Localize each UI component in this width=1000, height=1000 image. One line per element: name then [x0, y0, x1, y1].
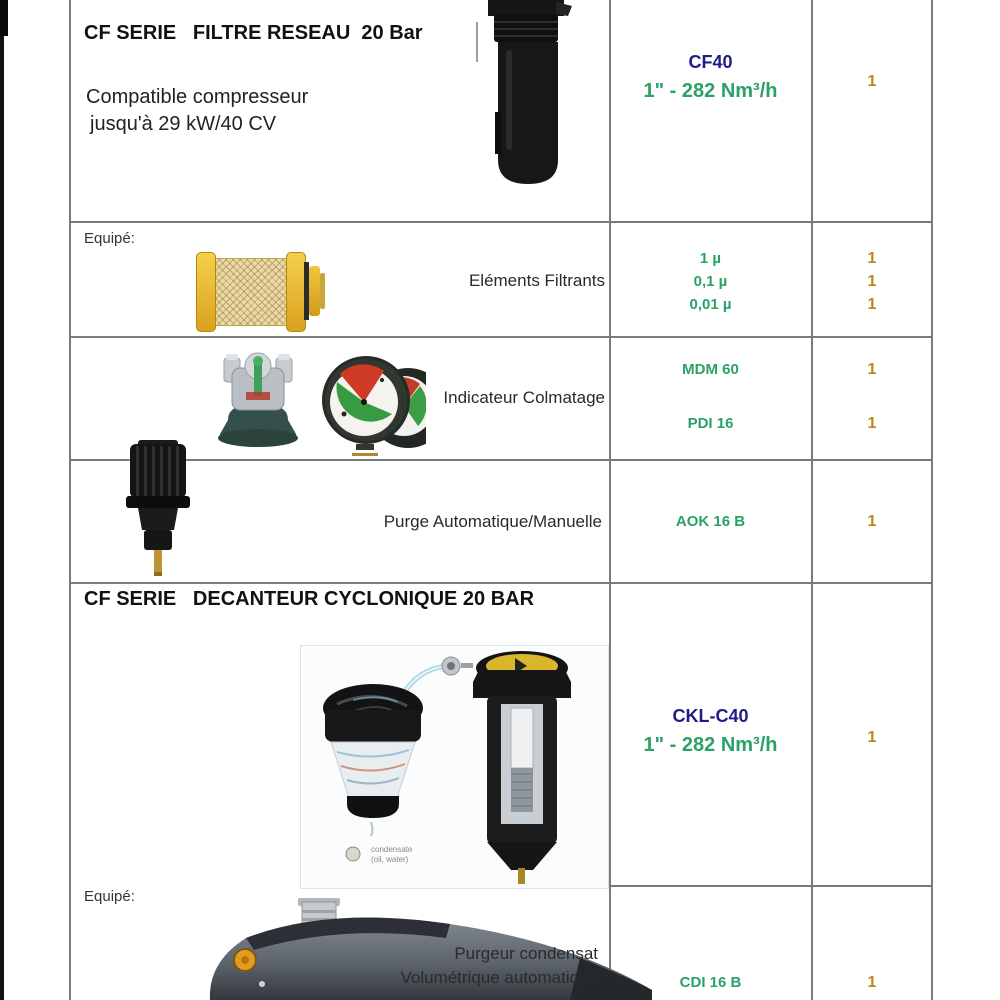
decanteur-model-code: CKL-C40 — [672, 706, 749, 726]
clogging-indicator-image — [212, 350, 304, 450]
indicator-model-pdi16: PDI 16 — [687, 415, 734, 432]
page-left-edge-mark — [0, 0, 8, 36]
filter-row-description — [86, 84, 308, 138]
filter-element-mesh — [212, 258, 290, 326]
separator-caption-line1: condensate — [371, 845, 413, 854]
table-divider-col2 — [609, 0, 611, 1000]
element-micron-001: 0,01 µ — [689, 296, 732, 313]
purgeur-item-label — [340, 942, 598, 990]
table-row-divider-2 — [69, 336, 933, 338]
table-divider-col3 — [811, 0, 813, 1000]
purgeur-model-code: CDI 16 B — [679, 974, 742, 991]
table-row-divider-5-partial — [609, 885, 933, 887]
filter-element-cap-right — [286, 252, 306, 332]
element-qty-2: 1 — [867, 273, 877, 290]
purge-quantity: 1 — [867, 513, 877, 530]
page-left-edge-bar — [0, 0, 4, 1000]
element-qty-3: 1 — [867, 296, 877, 313]
filter-desc-line2: jusqu'à 29 kW/40 CV — [90, 113, 277, 135]
filter-desc-line1: Compatible compresseur — [86, 86, 309, 108]
separator-caption-line2: (oil, water) — [371, 855, 409, 864]
filter-element-cap-left — [196, 252, 216, 332]
purge-valve-image — [118, 440, 198, 580]
purgeur-item-line1: Purgeur condensat — [454, 944, 598, 963]
elements-item-label: Eléments Filtrants — [468, 271, 605, 290]
filter-element-image — [196, 250, 328, 332]
table-row-divider-3 — [69, 459, 933, 461]
indicator-qty-mdm60: 1 — [867, 361, 877, 378]
network-filter-product-image — [468, 0, 576, 198]
purgeur-quantity: 1 — [867, 974, 877, 991]
purgeur-equipped-label: Equipé: — [84, 888, 135, 905]
purge-model-code: AOK 16 B — [675, 513, 746, 530]
indicator-model-mdm60: MDM 60 — [682, 361, 739, 378]
indicator-qty-pdi16: 1 — [867, 415, 877, 432]
decanteur-flow-spec: 1" - 282 Nm³/h — [643, 734, 778, 756]
table-border-left — [69, 0, 71, 1000]
purgeur-item-line2: Volumétrique automatique — [400, 968, 598, 987]
table-border-right — [931, 0, 933, 1000]
filter-element-ring-yellow — [309, 266, 320, 316]
decanteur-quantity: 1 — [867, 729, 877, 746]
indicator-item-label: Indicateur Colmatage — [443, 388, 605, 407]
filter-quantity: 1 — [867, 73, 877, 90]
decanteur-row-title: CF SERIE DECANTEUR CYCLONIQUE 20 BAR — [84, 588, 535, 610]
filter-element-ring-end — [320, 273, 325, 309]
purge-item-label: Purge Automatique/Manuelle — [383, 512, 602, 531]
element-micron-1: 1 µ — [699, 250, 722, 267]
table-row-divider-1 — [69, 221, 933, 223]
elements-equipped-label: Equipé: — [84, 230, 135, 247]
element-micron-01: 0,1 µ — [693, 273, 728, 290]
table-row-divider-4 — [69, 582, 933, 584]
filter-flow-spec: 1" - 282 Nm³/h — [643, 80, 778, 102]
filter-model-code: CF40 — [688, 52, 733, 72]
cyclonic-separator-image — [300, 645, 609, 889]
element-qty-1: 1 — [867, 250, 877, 267]
filter-row-title: CF SERIE FILTRE RESEAU 20 Bar — [84, 22, 423, 44]
